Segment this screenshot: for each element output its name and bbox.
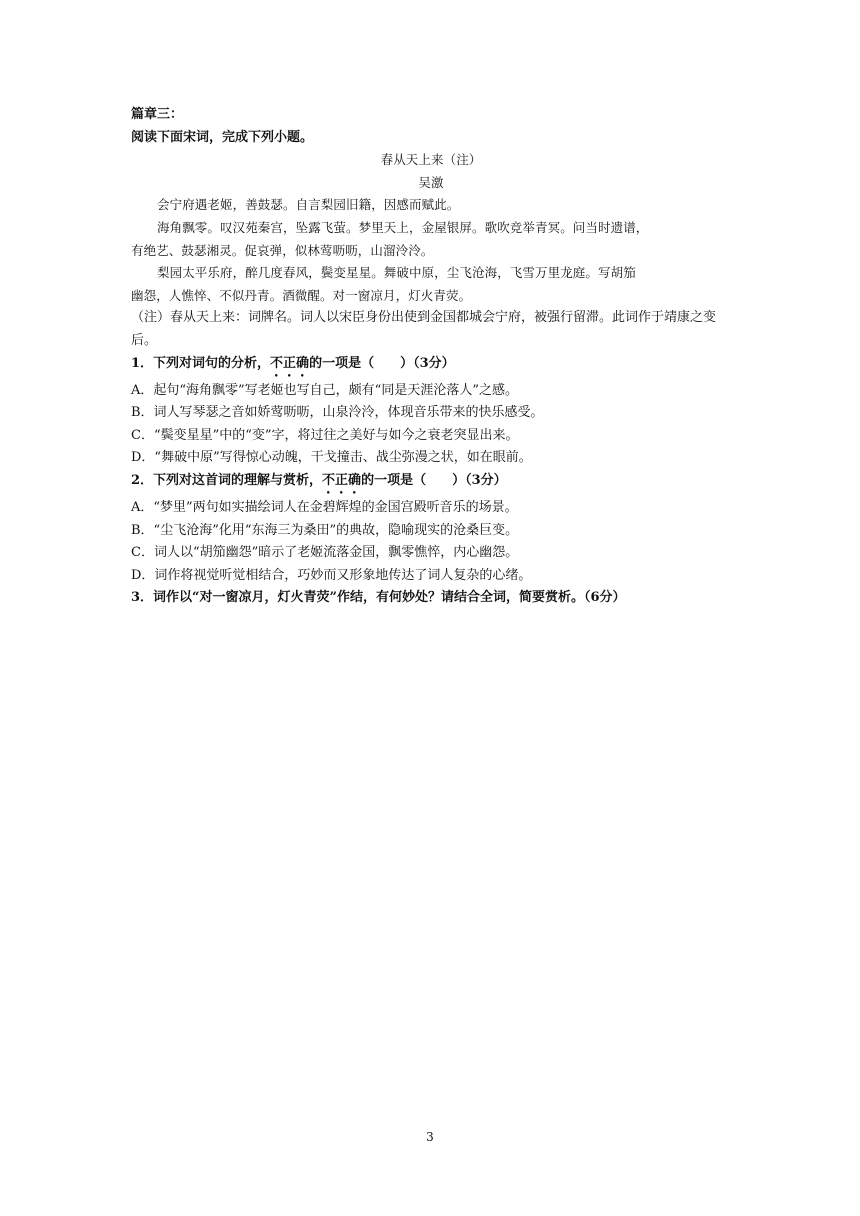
question-2-stem-after: 的一项是（ ）（3分） [361,472,507,488]
poem-title: 春从天上来（注） [380,152,482,168]
question-1-option-c: C．“鬓变星星”中的“变”字，将过往之美好与如今之衰老突显出来。 [131,427,519,443]
question-1-stem-after: 的一项是（ ）（3分） [309,355,455,371]
question-2-option-c: C．词人以“胡笳幽怨”暗示了老姬流落金国，飘零憔悴，内心幽怨。 [131,545,519,561]
section-title: 篇章三： [131,107,184,122]
question-1-stem-before: 1．下列对词句的分析， [131,355,271,371]
question-1-emphasis: 不正确 [270,355,310,371]
page-number: 3 [426,1130,434,1144]
question-2-option-b: B．“尘飞沧海”化用“东海三为桑田”的典故，隐喻现实的沧桑巨变。 [131,522,519,538]
question-2-option-d: D．词作将视觉听觉相结合，巧妙而又形象地传达了词人复杂的心绪。 [131,567,532,583]
question-1-option-d: D．“舞破中原”写得惊心动魄，干戈撞击、战尘弥漫之状，如在眼前。 [131,450,532,466]
poem-stanza1-line1: 海角飘零。叹汉苑秦宫，坠露飞萤。梦里天上，金屋银屏。歌吹竞举青冥。问当时遗谱， [157,219,649,235]
question-1-option-b: B．词人写琴瑟之音如娇莺呖呖，山泉泠泠，体现音乐带来的快乐感受。 [131,405,544,421]
question-2-stem-before: 2．下列对这首词的理解与赏析， [131,472,323,488]
content-area [131,104,731,610]
question-1-option-a: A．起句“海角飘零”写老姬也写自己，颇有“同是天涯沦落人”之感。 [131,382,518,398]
poem-preface: 会宁府遇老姬，善鼓瑟。自言梨园旧籍，因感而赋此。 [157,197,460,213]
poem-author: 吴激 [418,174,444,190]
question-2-stem [131,470,731,497]
poem-stanza1-line2: 有绝艺、鼓瑟湘灵。促哀弹，似林莺呖呖，山溜泠泠。 [131,242,434,258]
question-2-option-a: A．“梦里”两句如实描绘词人在金碧辉煌的金国宫殿听音乐的场景。 [131,499,518,515]
instruction: 阅读下面宋词，完成下列小题。 [131,129,314,145]
poem-stanza2-line1: 梨园太平乐府，醉几度春风，鬓变星星。舞破中原，尘飞沧海，飞雪万里龙庭。写胡笳 [157,265,636,281]
poem-note: （注）春从天上来：词牌名。词人以宋臣身份出使到金国都城会宁府，被强行留滞。此词作于靖康之变后。 [131,310,717,348]
poem-stanza2-line2: 幽怨，人憔悴、不似丹青。酒微醒。对一窗凉月，灯火青荧。 [131,287,472,303]
question-1-stem [131,353,731,380]
question-2-emphasis: 不正确 [322,472,362,488]
question-3-stem: 3．词作以“对一窗凉月，灯火青荧”作结，有何妙处？请结合全词，简要赏析。（6分） [131,590,626,606]
